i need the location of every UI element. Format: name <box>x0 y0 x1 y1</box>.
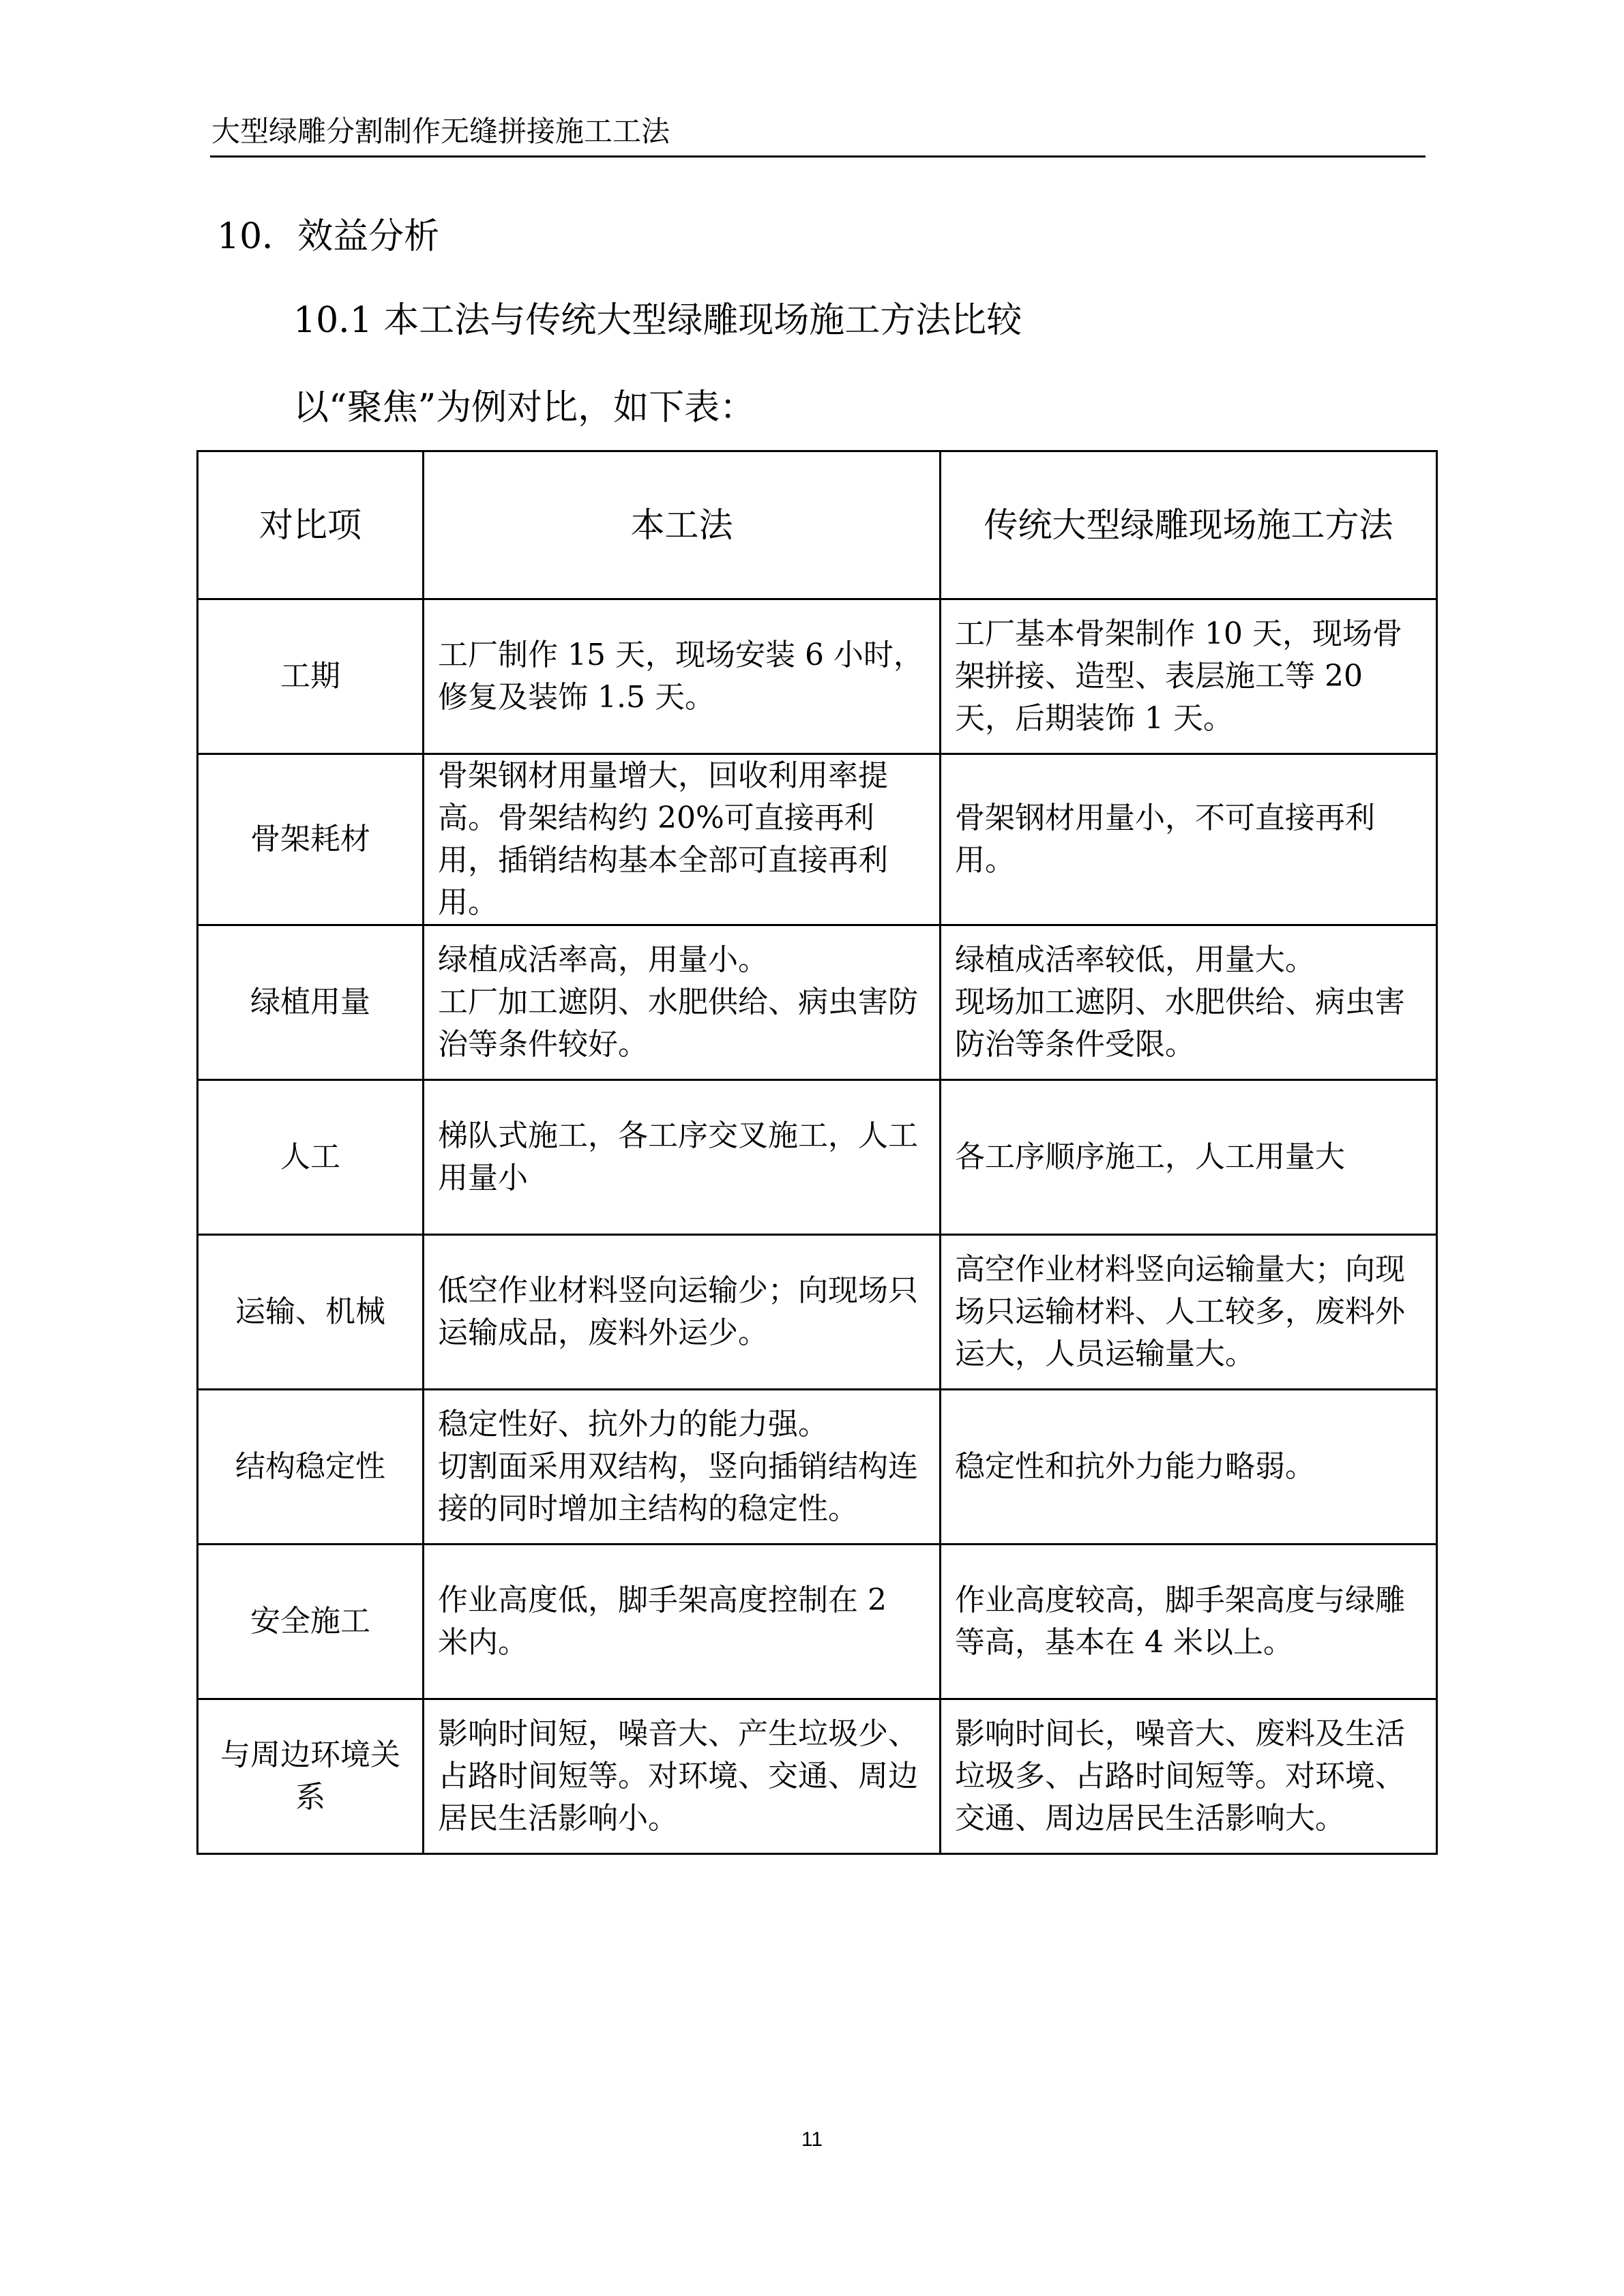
column-header-item: 对比项 <box>198 451 424 599</box>
traditional-cell: 各工序顺序施工，人工用量大 <box>941 1080 1437 1235</box>
table-header-row <box>198 451 1437 599</box>
this-method-line: 绿植成活率高，用量小。 <box>438 942 768 977</box>
traditional-cell: 作业高度较高，脚手架高度与绿雕等高，基本在 4 米以上。 <box>941 1545 1437 1699</box>
row-label: 绿植用量 <box>198 925 424 1080</box>
row-label: 人工 <box>198 1080 424 1235</box>
table-row <box>198 1545 1437 1699</box>
this-method-cell: 低空作业材料竖向运输少；向现场只运输成品，废料外运少。 <box>424 1235 941 1390</box>
row-label: 结构稳定性 <box>198 1390 424 1545</box>
row-label: 与周边环境关系 <box>198 1699 424 1854</box>
traditional-cell: 高空作业材料竖向运输量大；向现场只运输材料、人工较多，废料外运大，人员运输量大。 <box>941 1235 1437 1390</box>
section-heading: 10．效益分析 <box>217 216 440 257</box>
comparison-table <box>196 450 1438 1855</box>
table-row <box>198 1699 1437 1854</box>
row-label: 运输、机械 <box>198 1235 424 1390</box>
row-label: 安全施工 <box>198 1545 424 1699</box>
traditional-cell: 工厂基本骨架制作 10 天，现场骨架拼接、造型、表层施工等 20 天，后期装饰 1 天。 <box>941 599 1437 754</box>
this-method-line: 工厂加工遮阴、水肥供给、病虫害防治等条件较好。 <box>438 985 918 1062</box>
traditional-cell: 影响时间长，噪音大、废料及生活垃圾多、占路时间短等。对环境、交通、周边居民生活影响大。 <box>941 1699 1437 1854</box>
this-method-cell: 影响时间短，噪音大、产生垃圾少、占路时间短等。对环境、交通、周边居民生活影响小。 <box>424 1699 941 1854</box>
traditional-cell: 骨架钢材用量小，不可直接再利用。 <box>941 754 1437 925</box>
intro-paragraph: 以“聚焦”为例对比，如下表： <box>293 387 756 428</box>
traditional-cell <box>941 925 1437 1080</box>
table-row <box>198 925 1437 1080</box>
traditional-line: 现场加工遮阴、水肥供给、病虫害防治等条件受限。 <box>955 985 1405 1062</box>
this-method-cell: 工厂制作 15 天，现场安装 6 小时，修复及装饰 1.5 天。 <box>424 599 941 754</box>
this-method-cell <box>424 1390 941 1545</box>
table-row <box>198 599 1437 754</box>
table-row <box>198 1390 1437 1545</box>
row-label: 工期 <box>198 599 424 754</box>
traditional-cell: 稳定性和抗外力能力略弱。 <box>941 1390 1437 1545</box>
this-method-cell: 作业高度低，脚手架高度控制在 2 米内。 <box>424 1545 941 1699</box>
running-header-title: 大型绿雕分割制作无缝拼接施工工法 <box>211 115 670 148</box>
column-header-this-method: 本工法 <box>424 451 941 599</box>
table-row <box>198 1080 1437 1235</box>
header-rule <box>210 155 1426 158</box>
row-label: 骨架耗材 <box>198 754 424 925</box>
traditional-line: 绿植成活率较低，用量大。 <box>955 942 1315 977</box>
table-row <box>198 1235 1437 1390</box>
this-method-cell: 梯队式施工，各工序交叉施工，人工用量小 <box>424 1080 941 1235</box>
page-number: 11 <box>801 2128 823 2151</box>
this-method-line: 稳定性好、抗外力的能力强。 <box>438 1407 828 1442</box>
column-header-traditional: 传统大型绿雕现场施工方法 <box>941 451 1437 599</box>
subsection-heading: 10.1 本工法与传统大型绿雕现场施工方法比较 <box>293 300 1022 341</box>
this-method-cell <box>424 925 941 1080</box>
this-method-cell: 骨架钢材用量增大，回收利用率提高。骨架结构约 20%可直接再利用，插销结构基本全部可直接再利用。 <box>424 754 941 925</box>
table-row <box>198 754 1437 925</box>
this-method-line: 切割面采用双结构，竖向插销结构连接的同时增加主结构的稳定性。 <box>438 1449 918 1526</box>
